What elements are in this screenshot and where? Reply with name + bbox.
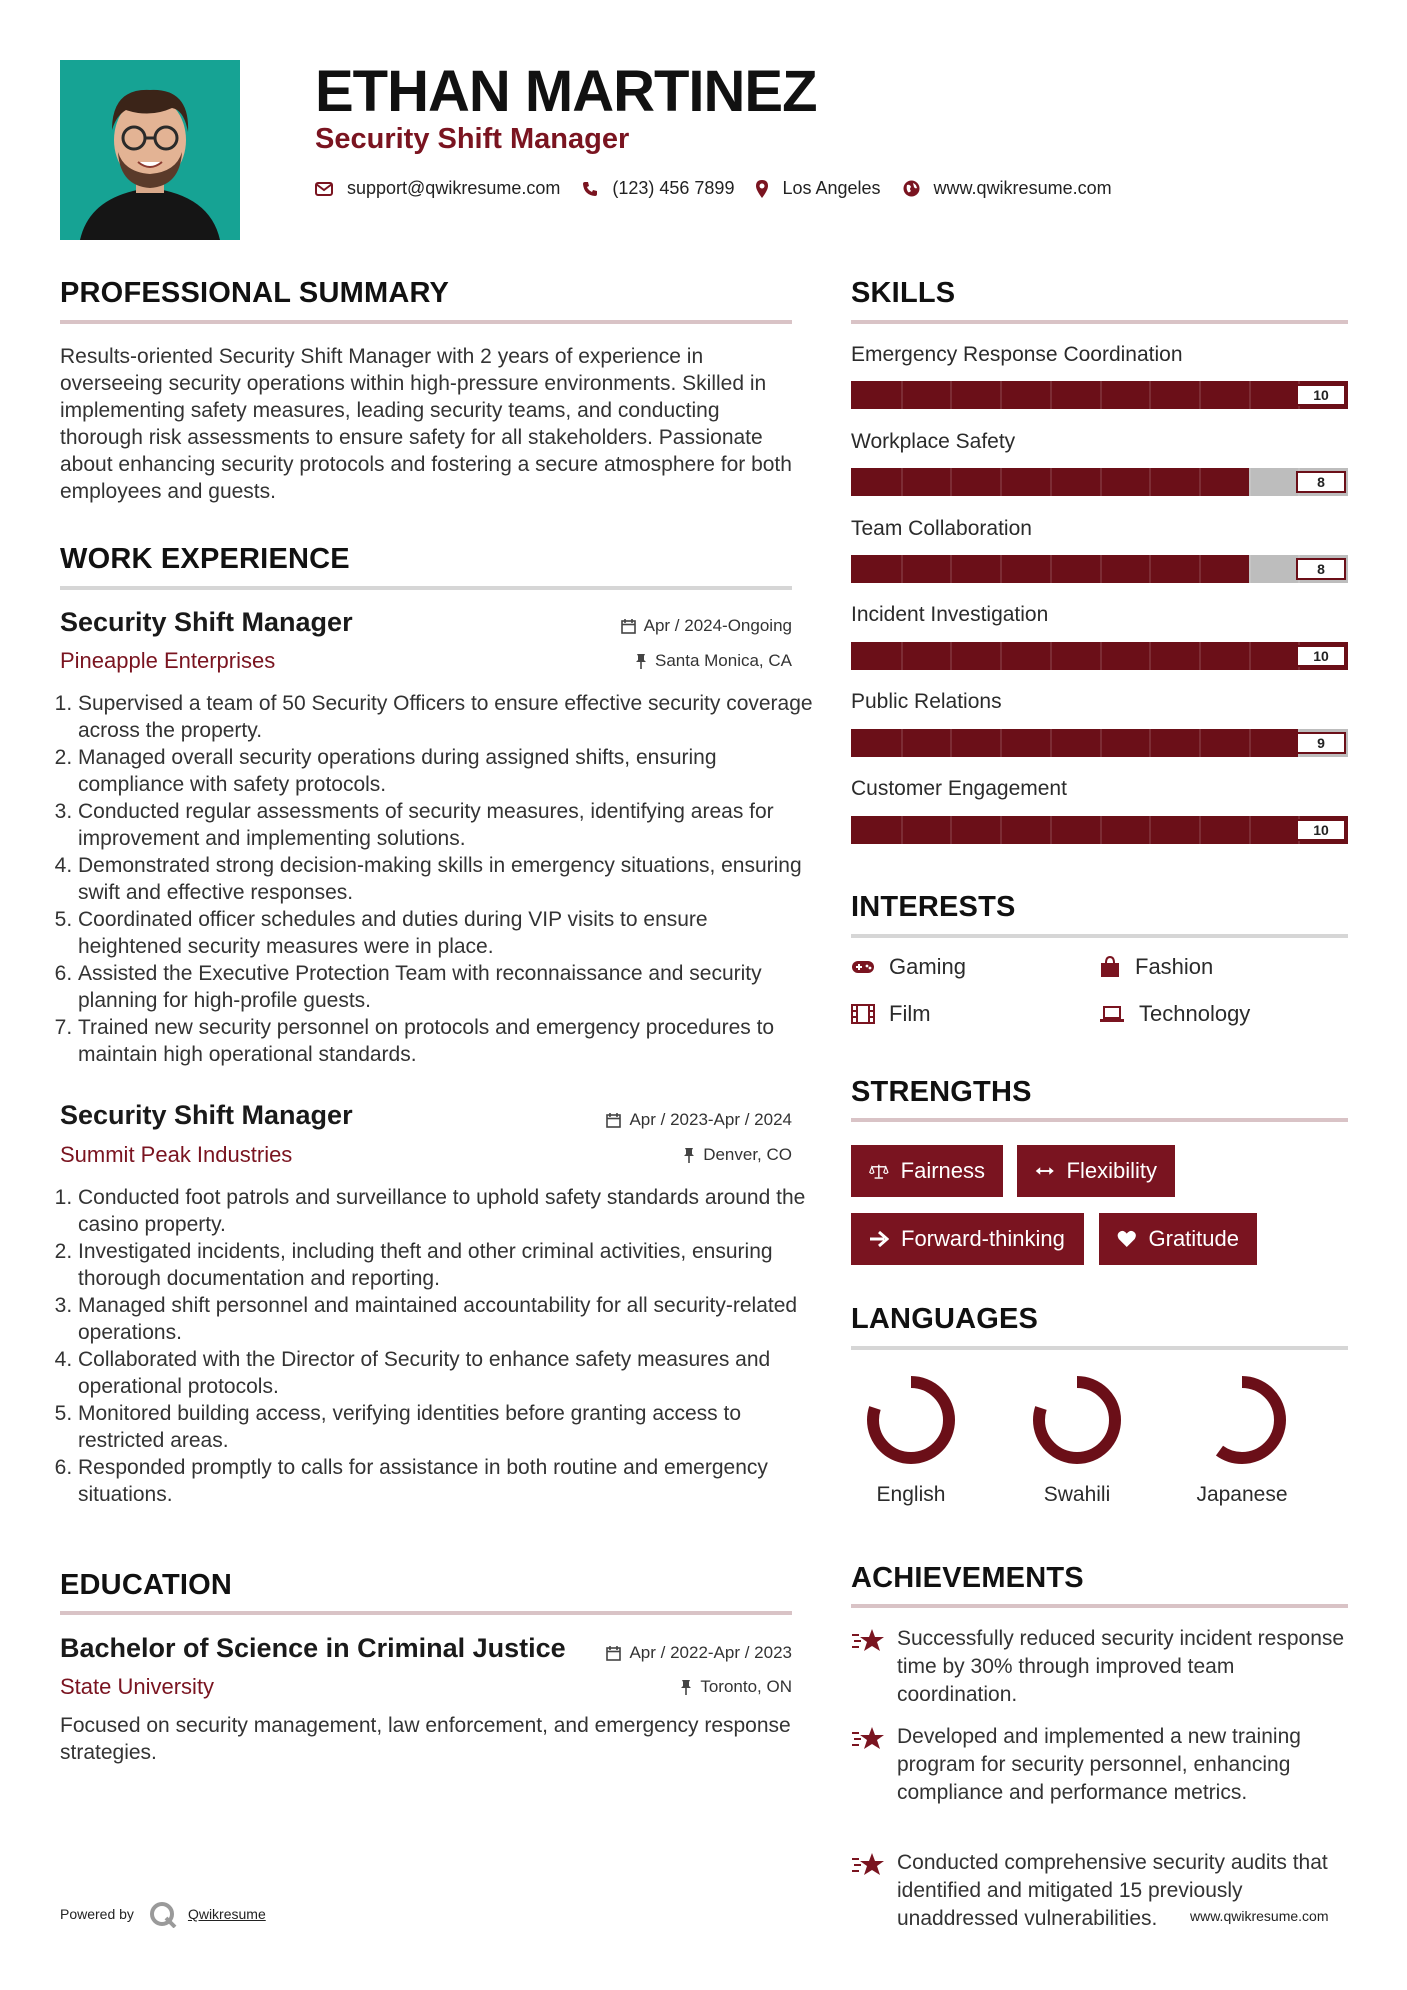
laptop-icon [1099,1005,1125,1023]
skill-bar [851,729,1348,757]
job-dates [500,1110,792,1130]
summary-divider [60,320,792,324]
skill-bar-segment [1149,816,1151,844]
skill-bar-segment [1199,642,1201,670]
interests-divider [851,934,1348,938]
education-divider [60,1611,792,1615]
skill-bar-segment [1199,555,1201,583]
education-location [500,1677,792,1697]
arrows-horizontal-icon [1035,1164,1055,1178]
email-text: support@qwikresume.com [347,178,561,198]
skill-bar [851,555,1348,583]
language-gauge [1192,1370,1292,1470]
interest-label: Technology [1139,1001,1251,1026]
shopping-bag-icon [1099,956,1121,978]
skill-bar-segment [1100,555,1102,583]
list-item: 3. Managed shift personnel and maintained accountability for all security-related operations. [78,1292,813,1346]
skill-score: 10 [1296,645,1346,667]
education-description: Focused on security management, law enforcement, and emergency response strategies. [60,1714,791,1764]
skill-bar-segment [950,555,952,583]
job-dates-text: Apr / 2024-Ongoing [643,616,792,635]
skill-bar-segment [1000,555,1002,583]
skills-divider [851,320,1348,324]
brand-link[interactable]: Qwikresume [187,1906,266,1922]
skill-bar-segment [901,816,903,844]
arrow-right-icon [869,1230,889,1248]
skills-heading: SKILLS [851,277,956,309]
job-location-text: Denver, CO [703,1145,792,1164]
candidate-name: ETHAN MARTINEZ [315,59,817,124]
map-pin-icon [756,180,768,198]
skill-bar-segment [1050,381,1052,409]
star-trophy-icon [851,1725,885,1753]
school-name: State University [60,1674,215,1699]
achievements-heading: ACHIEVEMENTS [851,1562,1084,1594]
skill-bar-segment [1000,642,1002,670]
candidate-title: Security Shift Manager [315,123,630,155]
location-text: Los Angeles [782,178,881,198]
skill-name: Incident Investigation [851,603,1049,626]
skill-bar-segment [1199,816,1201,844]
strength-label: Forward-thinking [901,1226,1065,1251]
strength-badge [851,1145,1003,1197]
list-item: 5. Monitored building access, verifying identities before granting access to restricted areas. [78,1400,813,1454]
calendar-icon [606,1113,621,1128]
strength-label: Flexibility [1066,1158,1157,1183]
skill-name: Customer Engagement [851,777,1067,800]
language-label: English [876,1483,946,1506]
language-label: Swahili [1043,1483,1111,1506]
job-dates [500,616,792,636]
skill-name: Public Relations [851,690,1002,713]
skill-bar-segment [950,729,952,757]
interest-label: Gaming [889,954,967,979]
education-location-text: Toronto, ON [700,1677,792,1696]
skill-bar-segment [1149,729,1151,757]
skill-bar [851,816,1348,844]
experience-heading: WORK EXPERIENCE [60,543,350,575]
skill-bar-segment [1149,381,1151,409]
languages-heading: LANGUAGES [851,1303,1039,1335]
skill-bar-segment [1050,468,1052,496]
experience-divider [60,586,792,590]
language-label: Japanese [1196,1483,1288,1506]
strength-badge [1099,1213,1257,1265]
achievement-text: Developed and implemented a new training program for security personnel, enhancing compliance and performance metrics. [897,1725,1301,1804]
skill-bar-segment [1149,468,1151,496]
skill-bar-segment [1249,468,1251,496]
skill-bar [851,642,1348,670]
language-item [841,1370,981,1507]
contact-phone[interactable] [582,178,734,199]
skill-bar-segment [901,468,903,496]
gamepad-icon [851,959,875,975]
qwikresume-logo-icon [148,1900,178,1928]
achievement-text: Conducted comprehensive security audits that identified and mitigated 15 previously unaddressed vulnerabilities. [897,1851,1328,1930]
skill-bar-segment [1149,642,1151,670]
contact-bar [315,178,1134,199]
balance-scale-icon [869,1160,889,1182]
language-gauge [861,1370,961,1470]
pin-icon [683,1147,695,1163]
skill-bar-segment [1149,555,1151,583]
job-location-text: Santa Monica, CA [654,651,792,670]
list-item: 1. Conducted foot patrols and surveillance to uphold safety standards around the casino property. [78,1184,813,1238]
list-item: 7. Trained new security personnel on protocols and emergency procedures to maintain high operational standards. [78,1014,813,1068]
skill-name: Team Collaboration [851,517,1032,540]
list-item: 4. Demonstrated strong decision-making skills in emergency situations, ensuring swift and effective responses. [78,852,813,906]
skill-bar-segment [1100,381,1102,409]
skill-bar-segment [1199,729,1201,757]
skill-bar-segment [1249,555,1251,583]
pin-icon [635,653,647,669]
calendar-icon [621,619,636,634]
skill-bar-segment [950,642,952,670]
skill-bar-segment [1000,729,1002,757]
contact-website[interactable] [903,178,1112,199]
interest-label: Film [889,1001,931,1026]
powered-by-label: Powered by [60,1906,134,1922]
list-item: 6. Assisted the Executive Protection Team with reconnaissance and security planning for high-profile guests. [78,960,813,1014]
skill-bar-fill [851,729,1298,757]
list-item: 4. Collaborated with the Director of Security to enhance safety measures and operational protocols. [78,1346,813,1400]
skill-bar-segment [1050,729,1052,757]
degree-title: Bachelor of Science in Criminal Justice [60,1633,566,1663]
contact-email[interactable] [315,178,560,199]
skill-bar-segment [901,381,903,409]
strengths-divider [851,1118,1348,1122]
education-dates-text: Apr / 2022-Apr / 2023 [629,1643,792,1662]
heart-icon [1117,1229,1137,1249]
achievement-item [851,1723,1351,1807]
envelope-icon [315,182,333,196]
summary-heading: PROFESSIONAL SUMMARY [60,277,450,309]
skill-name: Workplace Safety [851,430,1016,453]
skill-bar-segment [1000,381,1002,409]
phone-text: (123) 456 7899 [612,178,735,198]
footer [60,1900,266,1928]
achievement-item [851,1625,1351,1709]
skill-bar-segment [1050,642,1052,670]
interest-item [851,1001,931,1027]
job-title: Security Shift Manager [60,1100,353,1130]
skill-bar-segment [1000,816,1002,844]
job-dates-text: Apr / 2023-Apr / 2024 [629,1110,792,1129]
star-trophy-icon [851,1627,885,1655]
job-responsibilities [60,1184,813,1508]
skill-bar-segment [1100,468,1102,496]
skill-bar-segment [950,816,952,844]
skill-bar-segment [1249,381,1251,409]
phone-icon [582,181,598,197]
skill-bar-segment [950,468,952,496]
job-responsibilities [60,690,813,1068]
list-item: 2. Investigated incidents, including theft and other criminal activities, ensuring thorough documentation and reporting. [78,1238,813,1292]
interest-item [1099,1001,1250,1027]
job-location [500,651,792,671]
education-dates [500,1643,792,1663]
skill-score: 10 [1296,384,1346,406]
job-title: Security Shift Manager [60,607,353,637]
skill-bar-segment [950,381,952,409]
list-item: 1. Supervised a team of 50 Security Officers to ensure effective security coverage across the property. [78,690,813,744]
strength-badge [851,1213,1084,1265]
skill-bar-segment [1050,555,1052,583]
skill-bar-segment [1000,468,1002,496]
list-item: 5. Coordinated officer schedules and duties during VIP visits to ensure heightened security measures were in place. [78,906,813,960]
education-heading: EDUCATION [60,1569,233,1601]
contact-location [756,178,880,199]
website-text: www.qwikresume.com [933,178,1112,198]
skill-bar-segment [1249,816,1251,844]
footer-url[interactable]: www.qwikresume.com [1190,1908,1329,1924]
skill-bar-segment [1100,729,1102,757]
language-gauge [1027,1370,1127,1470]
skill-score: 9 [1296,732,1346,754]
languages-divider [851,1346,1348,1350]
job-location [500,1145,792,1165]
strength-label: Gratitude [1148,1226,1239,1251]
pin-icon [680,1679,692,1695]
skill-bar-segment [1199,381,1201,409]
skill-bar [851,381,1348,409]
language-item [1007,1370,1147,1507]
achievements-divider [851,1604,1348,1608]
summary-text: Results-oriented Security Shift Manager with 2 years of experience in overseeing security operations within high-pressure environments. Skilled in implementing safety measures, leading security teams, and conducting thorough risk assessments to ensure safety for all stakeholders. Passionate about enhancing security protocols and fostering a secure atmosphere for both employees and guests. [60,345,792,503]
skill-score: 8 [1296,558,1346,580]
company-name: Pineapple Enterprises [60,648,276,673]
skill-bar-segment [1100,642,1102,670]
strength-badge [1017,1145,1175,1197]
strength-label: Fairness [900,1158,985,1183]
list-item: 3. Conducted regular assessments of security measures, identifying areas for improvement and implementing solutions. [78,798,813,852]
globe-icon [903,180,920,197]
interests-heading: INTERESTS [851,891,1016,923]
skill-bar-segment [1050,816,1052,844]
skill-name: Emergency Response Coordination [851,343,1183,366]
star-trophy-icon [851,1851,885,1879]
skill-bar-segment [901,729,903,757]
interest-item [851,954,966,980]
skill-bar-segment [901,555,903,583]
achievement-text: Successfully reduced security incident response time by 30% through improved team coordination. [897,1627,1345,1706]
skill-score: 8 [1296,471,1346,493]
profile-photo [60,60,240,240]
company-name: Summit Peak Industries [60,1142,293,1167]
skill-score: 10 [1296,819,1346,841]
film-icon [851,1004,875,1024]
skill-bar-segment [1199,468,1201,496]
calendar-icon [606,1646,621,1661]
skill-bar [851,468,1348,496]
skill-bar-segment [1249,729,1251,757]
interest-label: Fashion [1135,954,1214,979]
strengths-heading: STRENGTHS [851,1076,1032,1108]
list-item: 6. Responded promptly to calls for assistance in both routine and emergency situations. [78,1454,813,1508]
skill-bar-segment [1100,816,1102,844]
skill-bar-segment [901,642,903,670]
interest-item [1099,954,1213,980]
list-item: 2. Managed overall security operations during assigned shifts, ensuring compliance with safety protocols. [78,744,813,798]
skill-bar-segment [1249,642,1251,670]
language-item [1172,1370,1312,1507]
